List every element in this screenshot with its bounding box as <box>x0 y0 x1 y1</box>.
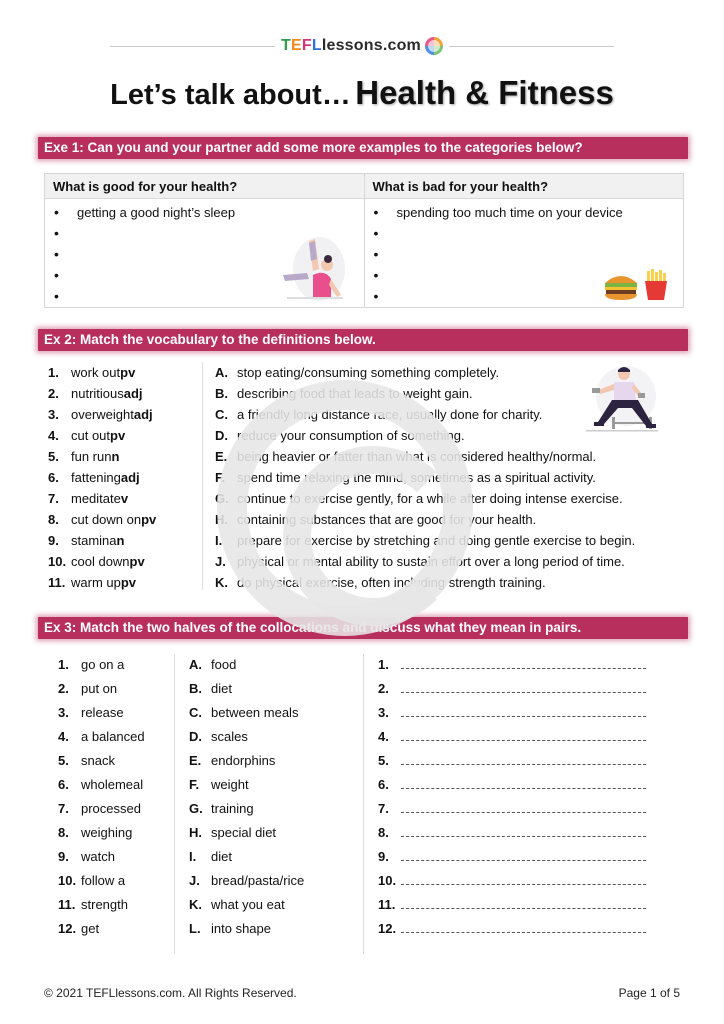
part-of-speech: adj <box>120 470 140 485</box>
definition-letter: B. <box>215 386 228 401</box>
list-item[interactable]: • spending too much time on your device <box>365 202 684 223</box>
first-half: strength <box>81 897 128 912</box>
vocab-word: overweight <box>71 407 134 422</box>
first-half: get <box>81 921 100 936</box>
second-half: bread/pasta/rice <box>211 873 305 888</box>
column-header: What is bad for your health? <box>365 174 684 199</box>
logo-row <box>110 34 614 58</box>
answer-row <box>378 870 678 894</box>
globe-icon <box>425 37 443 55</box>
column-divider <box>363 654 364 954</box>
item-number: 11. <box>48 575 66 590</box>
vocabulary-list <box>48 362 198 593</box>
item-letter: D. <box>189 729 202 744</box>
second-half: what you eat <box>211 897 285 912</box>
answer-blank[interactable] <box>401 918 646 933</box>
answer-number: 1. <box>378 657 389 672</box>
answer-blank[interactable] <box>401 702 646 717</box>
definition-text: a friendly long distance race, usually done for charity. <box>237 407 543 422</box>
collocation-row <box>58 870 178 894</box>
item-letter: F. <box>189 777 200 792</box>
item-letter: C. <box>189 705 202 720</box>
exercise-1-banner: Exe 1: Can you and your partner add some more examples to the categories below? <box>38 137 688 159</box>
vocab-word: nutritious <box>71 386 124 401</box>
part-of-speech: pv <box>120 575 137 590</box>
first-halves-list <box>58 654 178 942</box>
item-letter: J. <box>189 873 200 888</box>
answer-blank[interactable] <box>401 870 646 885</box>
answer-row <box>378 846 678 870</box>
answer-number: 3. <box>378 705 389 720</box>
definition-text: reduce your consumption of something. <box>237 428 465 443</box>
logo-text: lessons.com <box>321 37 421 54</box>
vocab-word: fun run <box>71 449 112 464</box>
answer-number: 7. <box>378 801 389 816</box>
answer-row <box>378 774 678 798</box>
second-half: training <box>211 801 254 816</box>
definition-row <box>215 446 685 467</box>
item-number: 10. <box>48 554 67 569</box>
vocab-word: meditate <box>71 491 121 506</box>
definition-letter: H. <box>215 512 228 527</box>
first-half: follow a <box>81 873 126 888</box>
part-of-speech: pv <box>110 428 126 443</box>
definition-letter: K. <box>215 575 228 590</box>
definition-letter: F. <box>215 470 226 485</box>
item-number: 3. <box>58 705 69 720</box>
second-halves-list <box>189 654 349 942</box>
part-of-speech: pv <box>141 512 157 527</box>
first-half: weighing <box>81 825 133 840</box>
collocation-row <box>58 822 178 846</box>
answer-row <box>378 822 678 846</box>
item-number: 3. <box>48 407 59 422</box>
collocation-row <box>58 774 178 798</box>
collocation-row <box>189 846 349 870</box>
answer-row <box>378 750 678 774</box>
collocation-row <box>189 822 349 846</box>
definition-text: being heavier or fatter than what is considered healthy/normal. <box>237 449 597 464</box>
answer-blank[interactable] <box>401 750 646 765</box>
definition-row <box>215 572 685 593</box>
item-number: 9. <box>58 849 69 864</box>
part-of-speech: v <box>120 491 129 506</box>
exercise-1-table <box>44 173 684 308</box>
definition-letter: G. <box>215 491 229 506</box>
second-half: food <box>211 657 237 672</box>
definition-row <box>215 509 685 530</box>
collocation-row <box>58 894 178 918</box>
man-lifting-weights-illustration <box>582 360 662 436</box>
definition-text: physical or mental ability to sustain effort over a long period of time. <box>237 554 625 569</box>
definition-letter: C. <box>215 407 228 422</box>
site-logo <box>275 37 449 55</box>
item-number: 7. <box>58 801 69 816</box>
item-letter: E. <box>189 753 202 768</box>
good-for-health-column <box>45 174 364 307</box>
item-number: 8. <box>58 825 69 840</box>
item-number: 9. <box>48 533 59 548</box>
second-half: weight <box>211 777 249 792</box>
vocab-word: cool down <box>71 554 130 569</box>
collocation-row <box>189 654 349 678</box>
collocation-row <box>189 726 349 750</box>
definition-letter: E. <box>215 449 228 464</box>
answer-row <box>378 798 678 822</box>
column-header: What is good for your health? <box>45 174 364 199</box>
divider <box>110 46 275 47</box>
logo-letter-l: L <box>311 37 322 54</box>
collocation-row <box>189 678 349 702</box>
item-number: 2. <box>48 386 59 401</box>
first-half: processed <box>81 801 141 816</box>
column-divider <box>202 362 203 590</box>
answer-blank[interactable] <box>401 846 646 861</box>
definition-letter: D. <box>215 428 228 443</box>
burger-fries-illustration <box>603 269 669 301</box>
answer-number: 6. <box>378 777 389 792</box>
first-half: wholemeal <box>81 777 144 792</box>
item-number: 8. <box>48 512 59 527</box>
list-item[interactable]: • getting a good night’s sleep <box>45 202 364 223</box>
definition-row <box>215 551 685 572</box>
answer-blank[interactable] <box>401 822 646 837</box>
vocab-row <box>48 362 198 383</box>
exercise-2-banner: Ex 2: Match the vocabulary to the definitions below. <box>38 329 688 351</box>
item-number: 6. <box>58 777 69 792</box>
second-half: scales <box>211 729 248 744</box>
definition-text: do physical exercise, often including strength training. <box>237 575 546 590</box>
second-half: between meals <box>211 705 299 720</box>
vocab-row <box>48 551 198 572</box>
answer-lines <box>378 654 678 942</box>
vocab-row <box>48 572 198 593</box>
definition-letter: I. <box>215 533 223 548</box>
item-letter: I. <box>189 849 197 864</box>
first-half: a balanced <box>81 729 145 744</box>
definition-text: continue to exercise gently, for a while after doing intense exercise. <box>237 491 623 506</box>
item-number: 2. <box>58 681 69 696</box>
item-number: 1. <box>48 365 59 380</box>
definition-text: describing food that leads to weight gain. <box>237 386 473 401</box>
item-letter: G. <box>189 801 203 816</box>
answer-row <box>378 918 678 942</box>
item-number: 12. <box>58 921 77 936</box>
definition-text: prepare for exercise by stretching and doing gentle exercise to begin. <box>237 533 636 548</box>
collocation-row <box>58 654 178 678</box>
answer-row <box>378 654 678 678</box>
item-number: 4. <box>58 729 69 744</box>
collocation-row <box>189 702 349 726</box>
answer-row <box>378 726 678 750</box>
collocation-row <box>58 918 178 942</box>
bad-for-health-column <box>364 174 684 307</box>
vocab-row <box>48 383 198 404</box>
collocation-row <box>58 726 178 750</box>
item-number: 1. <box>58 657 69 672</box>
list-item[interactable] <box>365 244 684 265</box>
vocab-word: cut down on <box>71 512 142 527</box>
answer-number: 4. <box>378 729 389 744</box>
answer-blank[interactable] <box>401 654 646 669</box>
collocation-row <box>189 894 349 918</box>
woman-exercising-illustration <box>279 235 349 301</box>
answer-number: 8. <box>378 825 389 840</box>
answer-row <box>378 894 678 918</box>
second-half: diet <box>211 681 232 696</box>
answer-blank[interactable] <box>401 678 646 693</box>
vocab-word: stamina <box>71 533 117 548</box>
page-number: Page 1 of 5 <box>618 986 680 1000</box>
item-number: 5. <box>48 449 59 464</box>
column-divider <box>174 654 175 954</box>
divider <box>449 46 614 47</box>
item-number: 5. <box>58 753 69 768</box>
page-title <box>0 74 724 112</box>
answer-number: 2. <box>378 681 389 696</box>
vocab-word: warm up <box>71 575 121 590</box>
definition-letter: J. <box>215 554 226 569</box>
title-prefix: Let’s talk about… <box>110 79 351 111</box>
answer-row <box>378 678 678 702</box>
second-half: diet <box>211 849 232 864</box>
first-half: go on a <box>81 657 125 672</box>
second-half: special diet <box>211 825 277 840</box>
answer-row <box>378 702 678 726</box>
collocation-row <box>189 870 349 894</box>
footer-copyright: © 2021 TEFLlessons.com. All Rights Reserved. <box>44 986 297 1000</box>
collocation-row <box>58 678 178 702</box>
definition-letter: A. <box>215 365 228 380</box>
answer-blank[interactable] <box>401 798 646 813</box>
part-of-speech: adj <box>133 407 153 422</box>
collocation-row <box>189 918 349 942</box>
logo-letter-e: E <box>291 37 302 54</box>
item-letter: B. <box>189 681 202 696</box>
definition-row <box>215 467 685 488</box>
definition-row <box>215 530 685 551</box>
part-of-speech: adj <box>123 386 143 401</box>
collocation-row <box>189 750 349 774</box>
item-letter: K. <box>189 897 202 912</box>
item-letter: A. <box>189 657 202 672</box>
part-of-speech: n <box>116 533 125 548</box>
answer-blank[interactable] <box>401 894 646 909</box>
collocation-row <box>58 750 178 774</box>
part-of-speech: pv <box>120 365 136 380</box>
collocation-row <box>189 798 349 822</box>
item-number: 4. <box>48 428 59 443</box>
answer-blank[interactable] <box>401 726 646 741</box>
answer-number: 9. <box>378 849 389 864</box>
logo-letter-t: T <box>281 37 291 54</box>
answer-number: 12. <box>378 921 397 936</box>
collocation-row <box>189 774 349 798</box>
vocab-row <box>48 530 198 551</box>
vocab-word: fattening <box>71 470 121 485</box>
definition-text: spend time relaxing the mind, sometimes as a spiritual activity. <box>237 470 596 485</box>
vocab-row <box>48 425 198 446</box>
vocab-row <box>48 467 198 488</box>
vocab-row <box>48 404 198 425</box>
answer-number: 10. <box>378 873 397 888</box>
answer-number: 11. <box>378 897 396 912</box>
collocation-row <box>58 702 178 726</box>
collocation-row <box>58 798 178 822</box>
part-of-speech: n <box>111 449 120 464</box>
item-number: 11. <box>58 897 76 912</box>
title-topic: Health & Fitness <box>355 74 614 111</box>
answer-blank[interactable] <box>401 774 646 789</box>
answer-number: 5. <box>378 753 389 768</box>
logo-letter-f: F <box>301 37 312 54</box>
item-number: 6. <box>48 470 59 485</box>
second-half: into shape <box>211 921 271 936</box>
first-half: snack <box>81 753 115 768</box>
item-letter: H. <box>189 825 202 840</box>
definition-text: containing substances that are good for your health. <box>237 512 537 527</box>
first-half: put on <box>81 681 118 696</box>
vocab-row <box>48 446 198 467</box>
first-half: watch <box>81 849 115 864</box>
vocab-word: work out <box>71 365 121 380</box>
vocab-row <box>48 509 198 530</box>
item-letter: L. <box>189 921 201 936</box>
definition-text: stop eating/consuming something completely. <box>237 365 500 380</box>
first-half: release <box>81 705 124 720</box>
part-of-speech: pv <box>129 554 145 569</box>
vocab-row <box>48 488 198 509</box>
exercise-3-banner: Ex 3: Match the two halves of the collocations and discuss what they mean in pairs. <box>38 617 688 639</box>
second-half: endorphins <box>211 753 276 768</box>
definition-row <box>215 488 685 509</box>
item-number: 10. <box>58 873 77 888</box>
item-number: 7. <box>48 491 59 506</box>
list-item[interactable] <box>365 223 684 244</box>
vocab-word: cut out <box>71 428 111 443</box>
collocation-row <box>58 846 178 870</box>
